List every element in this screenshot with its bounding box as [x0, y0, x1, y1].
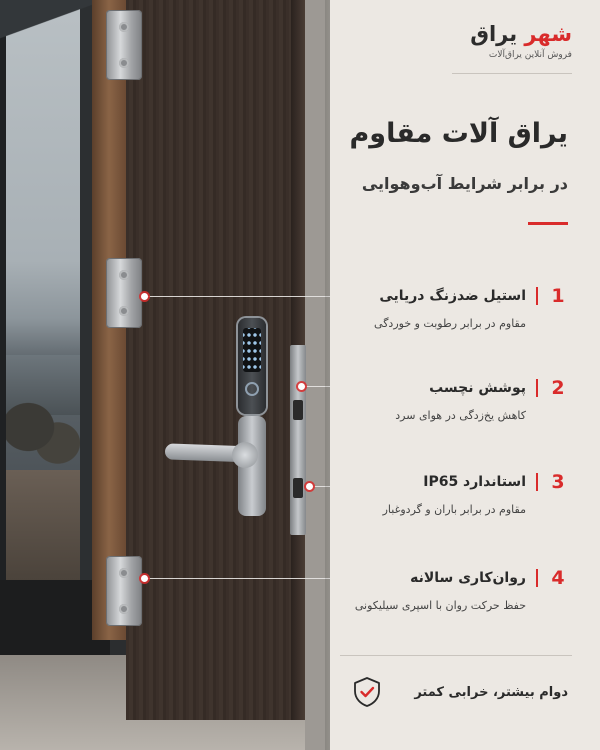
- feature-description: مقاوم در برابر باران و گردوغبار: [382, 503, 526, 516]
- brand-logo: [470, 22, 572, 60]
- hinge-top: [106, 10, 142, 80]
- leader-dot-1: [141, 293, 148, 300]
- footer-divider: [340, 655, 572, 656]
- feature-title: پوشش نچسب: [429, 380, 526, 396]
- feature-item: [338, 471, 568, 516]
- wet-deck: [6, 470, 80, 580]
- handle-rose: [232, 442, 258, 468]
- feature-description: مقاوم در برابر رطوبت و خوردگی: [374, 317, 526, 330]
- headline-subtitle: در برابر شرایط آب‌وهوایی: [361, 174, 568, 193]
- bolt-hole: [293, 478, 303, 498]
- feature-number: 4: [551, 567, 565, 589]
- feature-description: حفظ حرکت روان با اسپری سیلیکونی: [354, 599, 526, 612]
- feature-number: 2: [551, 377, 565, 399]
- fingerprint-sensor-icon: [245, 382, 259, 396]
- wooden-door: [126, 0, 291, 720]
- feature-item: [338, 377, 568, 422]
- accent-divider: [528, 222, 568, 225]
- feature-description: کاهش یخ‌زدگی در هوای سرد: [395, 409, 526, 422]
- roof-overhang: [0, 0, 95, 60]
- smart-lock-keypad: [238, 318, 266, 414]
- hinge-upper: [106, 258, 142, 328]
- feature-number: 3: [551, 471, 565, 493]
- feature-separator: [536, 473, 538, 491]
- keypad-screen: [243, 328, 261, 372]
- info-panel: [330, 0, 600, 750]
- brand-name-red: شهر: [524, 22, 572, 46]
- strike-plate: [290, 345, 306, 535]
- leader-dot-4: [141, 575, 148, 582]
- footer: [352, 676, 568, 708]
- feature-item: [338, 285, 568, 330]
- brand-tagline: فروش آنلاین یراق‌آلات: [488, 50, 572, 60]
- feature-item: [338, 567, 568, 612]
- footer-tagline: دوام بیشتر، خرابی کمتر: [414, 684, 568, 700]
- feature-title: استیل ضدزنگ دریایی: [379, 288, 526, 304]
- logo-divider: [452, 73, 572, 74]
- brand-name-dark: یراق: [470, 22, 525, 46]
- shield-check-icon: [352, 676, 382, 708]
- brand-name: [470, 22, 572, 46]
- feature-separator: [536, 569, 538, 587]
- leader-dot-3: [306, 483, 313, 490]
- feature-title: روان‌کاری سالانه: [410, 570, 526, 586]
- hinge-lower: [106, 556, 142, 626]
- feature-separator: [536, 379, 538, 397]
- feature-number: 1: [551, 285, 565, 307]
- headline-title: یراق آلات مقاوم: [349, 118, 568, 149]
- window-mullion: [80, 0, 92, 580]
- rocks: [6, 395, 80, 475]
- leader-dot-2: [298, 383, 305, 390]
- latch-hole: [293, 400, 303, 420]
- feature-separator: [536, 287, 538, 305]
- feature-title: استاندارد IP65: [423, 474, 526, 490]
